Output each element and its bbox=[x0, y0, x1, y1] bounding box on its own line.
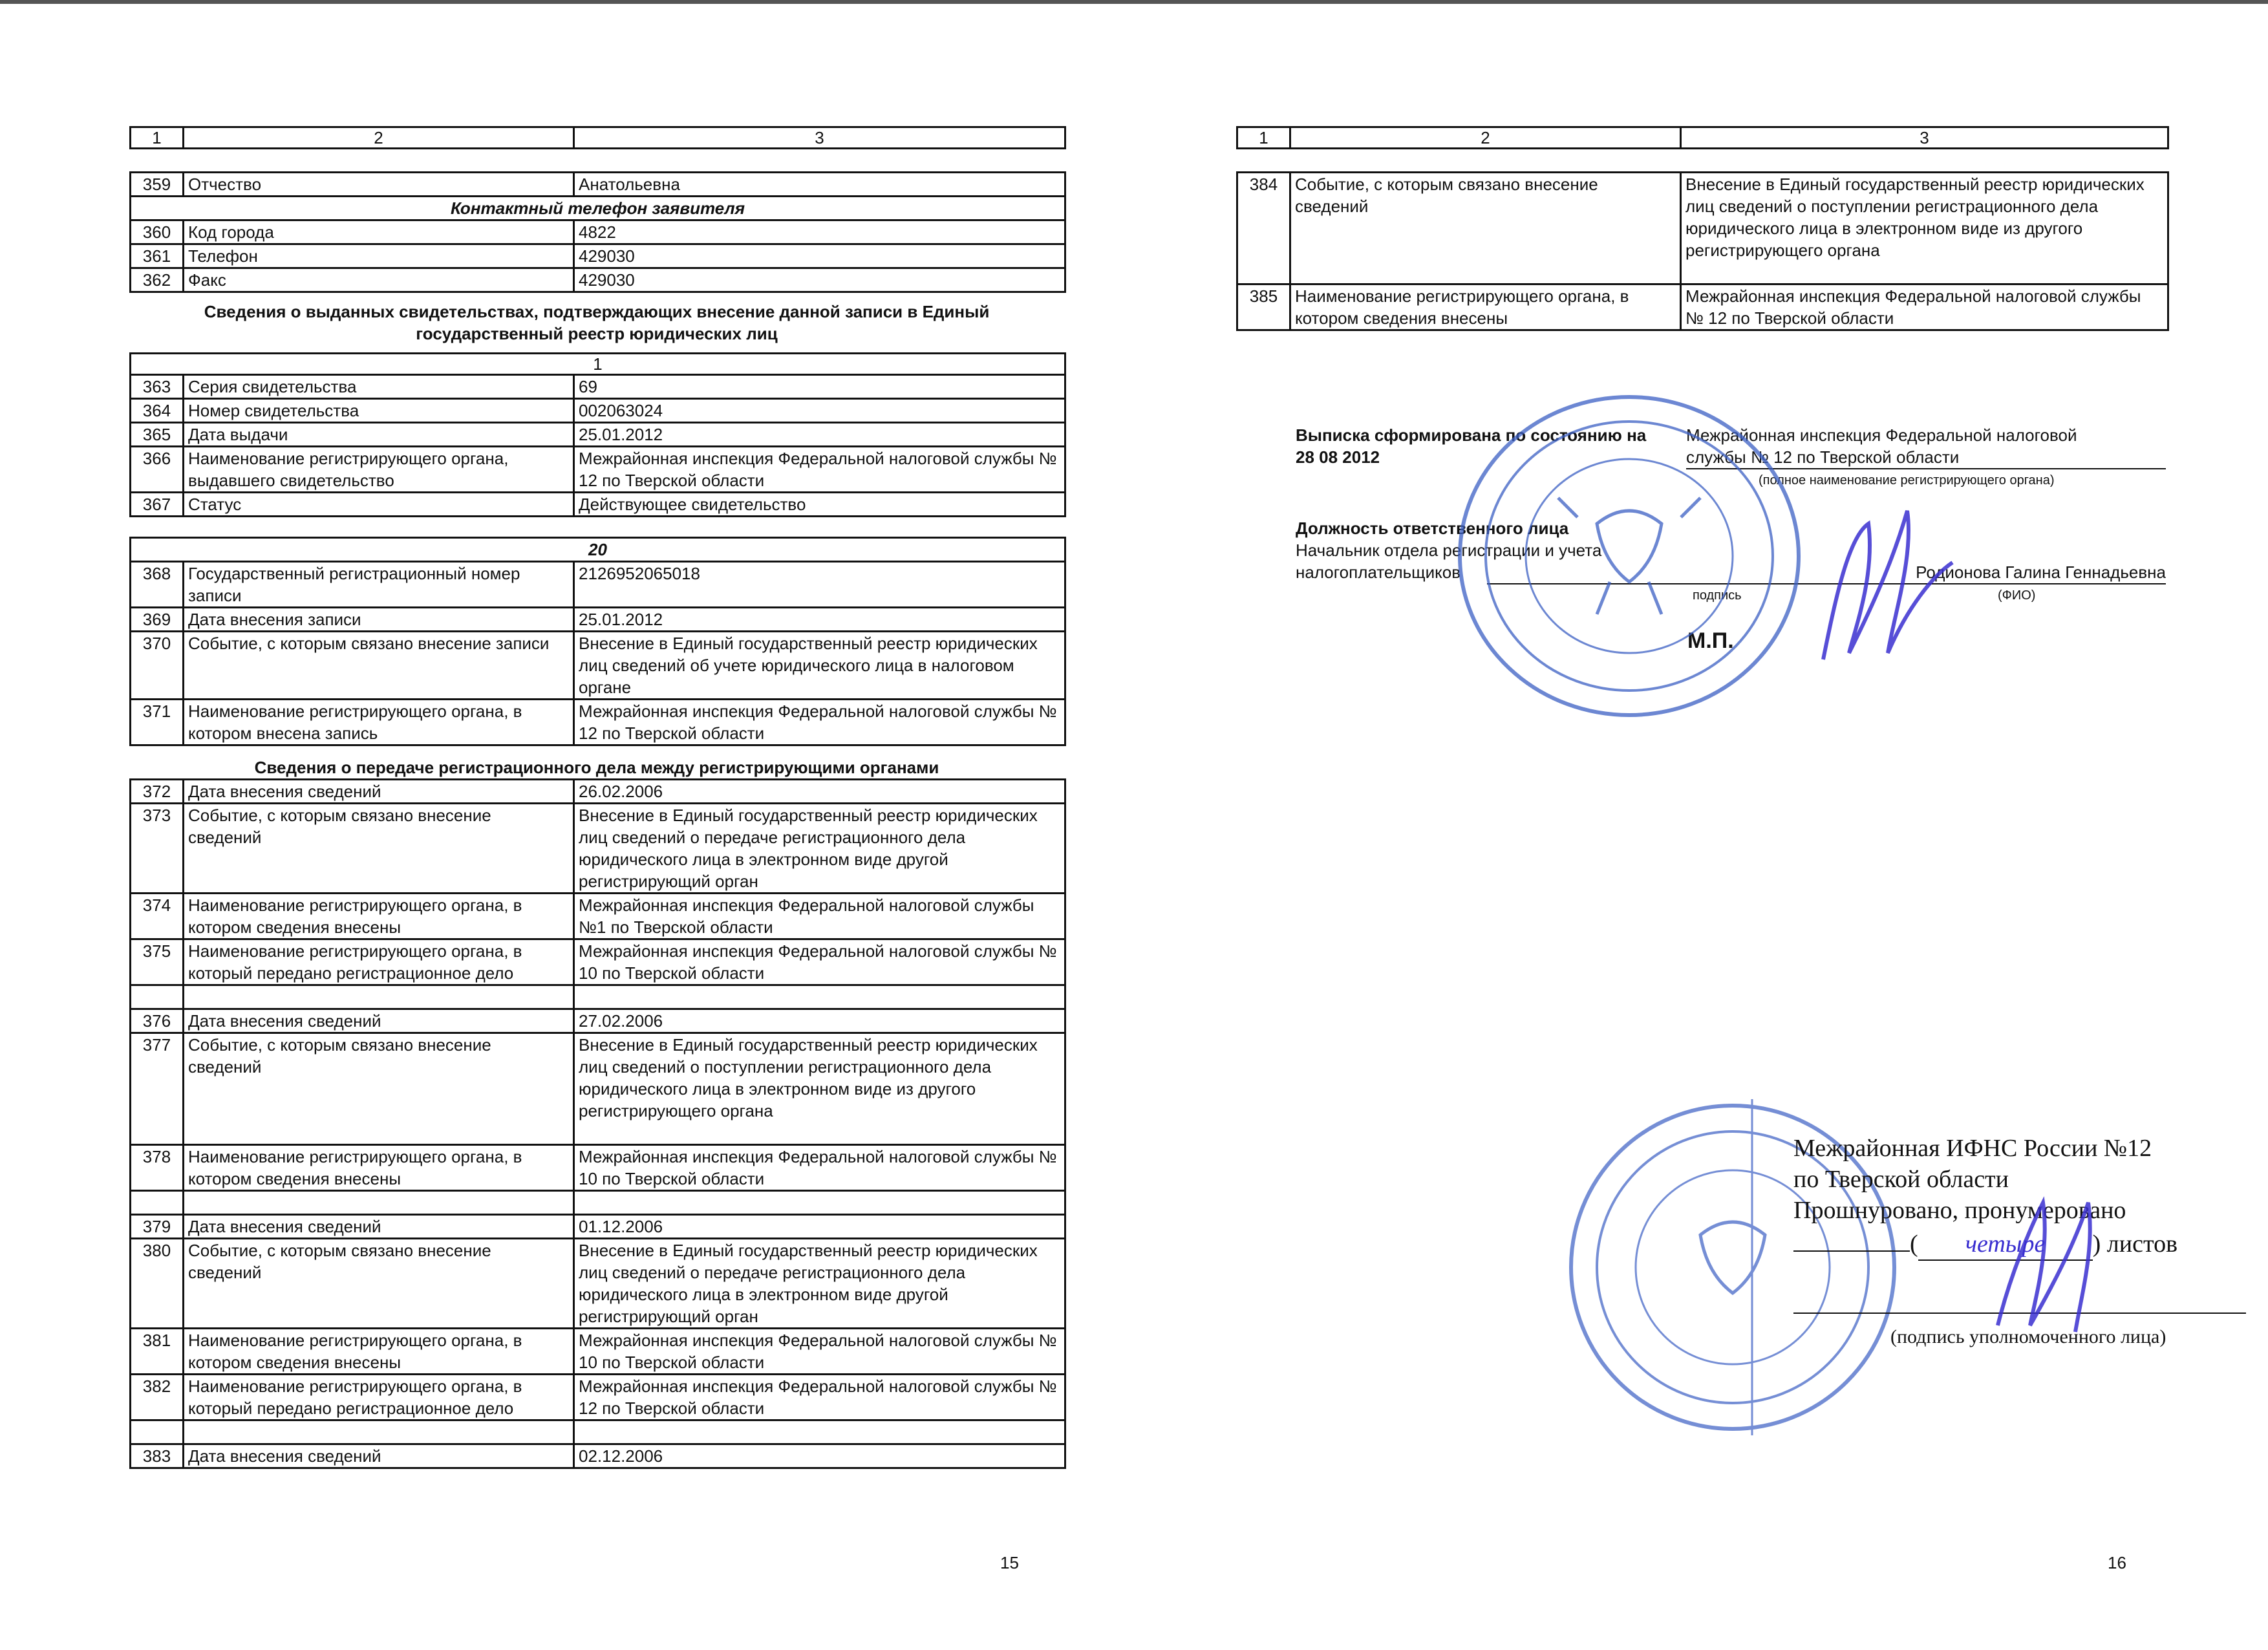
table-row bbox=[131, 562, 1065, 608]
table-row bbox=[131, 632, 1065, 700]
row-value: 69 bbox=[574, 375, 1065, 399]
row-label: Наименование регистрирующего органа, в котором внесена запись bbox=[184, 700, 574, 745]
row-value: Внесение в Единый государственный реестр юридических лиц сведений о поступлении регистрационного дела юридического лица в электронном виде из другого регистрирующего органа bbox=[574, 1033, 1065, 1145]
row-value: Межрайонная инспекция Федеральной налоговой службы № 10 по Тверской области bbox=[574, 1329, 1065, 1375]
position-line: налогоплательщиков bbox=[1296, 562, 1461, 582]
position-line: Начальник отдела регистрации и учета bbox=[1296, 541, 1602, 560]
certificates-caption bbox=[129, 301, 1064, 345]
row-value: Межрайонная инспекция Федеральной налоговой службы № 10 по Тверской области bbox=[574, 1145, 1065, 1191]
col-header-1: 1 bbox=[1237, 127, 1290, 149]
row-label: Отчество bbox=[184, 173, 574, 197]
row-label: Наименование регистрирующего органа, в который передано регистрационное дело bbox=[184, 939, 574, 985]
row-number: 382 bbox=[131, 1375, 184, 1420]
row-label: Наименование регистрирующего органа, в который передано регистрационное дело bbox=[184, 1375, 574, 1420]
row-value: Анатольевна bbox=[574, 173, 1065, 197]
row-value: 01.12.2006 bbox=[574, 1215, 1065, 1239]
row-value: 429030 bbox=[574, 244, 1065, 268]
row-label: Наименование регистрирующего органа, в котором сведения внесены bbox=[1290, 284, 1681, 330]
row-value: Действующее свидетельство bbox=[574, 493, 1065, 517]
row-number: 376 bbox=[131, 1009, 184, 1033]
row-value: Межрайонная инспекция Федеральной налоговой службы № 12 по Тверской области bbox=[1681, 284, 2168, 330]
row-number: 365 bbox=[131, 423, 184, 447]
row-label: Событие, с которым связано внесение записи bbox=[184, 632, 574, 700]
row-value: Межрайонная инспекция Федеральной налоговой службы №1 по Тверской области bbox=[574, 894, 1065, 939]
row-number: 362 bbox=[131, 268, 184, 292]
fio-caption: (ФИО) bbox=[1998, 588, 2036, 603]
table-row bbox=[131, 220, 1065, 244]
page-number-left: 15 bbox=[1000, 1553, 1019, 1572]
row-number: 379 bbox=[131, 1215, 184, 1239]
certificate-table bbox=[129, 352, 1066, 517]
binding-line: Прошнуровано, пронумеровано bbox=[1793, 1197, 2126, 1224]
table-row bbox=[131, 423, 1065, 447]
row-label: Событие, с которым связано внесение сведений bbox=[1290, 173, 1681, 284]
row-number: 385 bbox=[1237, 284, 1290, 330]
row-label: Наименование регистрирующего органа, в котором сведения внесены bbox=[184, 1145, 574, 1191]
sheets-label: ) листов bbox=[2092, 1230, 2178, 1258]
table-row bbox=[131, 1239, 1065, 1329]
table-row bbox=[131, 173, 1065, 197]
page-16 bbox=[1236, 126, 2167, 331]
row-value: 26.02.2006 bbox=[574, 780, 1065, 804]
row-label: Событие, с которым связано внесение сведений bbox=[184, 1239, 574, 1329]
row-label: Дата внесения сведений bbox=[184, 1009, 574, 1033]
row-number: 361 bbox=[131, 244, 184, 268]
row-number: 377 bbox=[131, 1033, 184, 1145]
page-15 bbox=[129, 126, 1064, 1469]
section-title: Контактный телефон заявителя bbox=[131, 197, 1065, 220]
caption-line: Сведения о выданных свидетельствах, подтверждающих внесение данной записи в Единый bbox=[204, 302, 990, 321]
table-row bbox=[131, 700, 1065, 745]
org-caption: (полное наименование регистрирующего органа) bbox=[1759, 473, 2055, 488]
row-value: Межрайонная инспекция Федеральной налоговой службы № 12 по Тверской области bbox=[574, 700, 1065, 745]
row-label: Событие, с которым связано внесение сведений bbox=[184, 1033, 574, 1145]
row-number: 366 bbox=[131, 447, 184, 493]
table-row bbox=[131, 1215, 1065, 1239]
person-name: Родионова Галина Геннадьевна bbox=[1888, 561, 2166, 584]
table-row bbox=[131, 447, 1065, 493]
row-label: Событие, с которым связано внесение сведений bbox=[184, 804, 574, 894]
seal-place-label: М.П. bbox=[1687, 628, 1734, 653]
table-row bbox=[1237, 173, 2168, 284]
row-label: Код города bbox=[184, 220, 574, 244]
row-value: Межрайонная инспекция Федеральной налоговой службы № 12 по Тверской области bbox=[574, 1375, 1065, 1420]
row-label: Статус bbox=[184, 493, 574, 517]
org-line: службы № 12 по Тверской области bbox=[1686, 447, 1960, 467]
official-stamp-seal bbox=[1448, 388, 1810, 724]
position-title: Должность ответственного лица bbox=[1296, 519, 1569, 538]
row-value: 429030 bbox=[574, 268, 1065, 292]
table-row bbox=[131, 268, 1065, 292]
row-label: Наименование регистрирующего органа, выдавшего свидетельство bbox=[184, 447, 574, 493]
applicant-table bbox=[129, 171, 1066, 293]
row-number: 383 bbox=[131, 1444, 184, 1468]
row-label: Факс bbox=[184, 268, 574, 292]
record-table bbox=[129, 537, 1066, 746]
caption-line: государственный реестр юридических лиц bbox=[416, 324, 778, 343]
page-number-right: 16 bbox=[2108, 1553, 2126, 1572]
column-header-table-right bbox=[1236, 126, 2169, 149]
spacer-row bbox=[131, 985, 1065, 1009]
row-number: 378 bbox=[131, 1145, 184, 1191]
transfer-table bbox=[129, 778, 1066, 1469]
row-label: Дата выдачи bbox=[184, 423, 574, 447]
table-row bbox=[131, 244, 1065, 268]
row-label: Дата внесения записи bbox=[184, 608, 574, 632]
table-row bbox=[131, 399, 1065, 423]
column-header-table bbox=[129, 126, 1066, 149]
row-label: Наименование регистрирующего органа, в котором сведения внесены bbox=[184, 1329, 574, 1375]
row-value: Межрайонная инспекция Федеральной налоговой службы № 10 по Тверской области bbox=[574, 939, 1065, 985]
table-row bbox=[131, 1329, 1065, 1375]
table-row bbox=[131, 804, 1065, 894]
row-label: Телефон bbox=[184, 244, 574, 268]
row-value: 002063024 bbox=[574, 399, 1065, 423]
spacer-row bbox=[131, 1420, 1065, 1444]
row-number: 359 bbox=[131, 173, 184, 197]
row-label: Государственный регистрационный номер записи bbox=[184, 562, 574, 608]
scan-edge bbox=[0, 0, 2268, 4]
extract-date: 28 08 2012 bbox=[1296, 447, 1380, 467]
table-row bbox=[131, 1375, 1065, 1420]
row-label: Дата внесения сведений bbox=[184, 1444, 574, 1468]
row-value: 02.12.2006 bbox=[574, 1444, 1065, 1468]
binding-signature bbox=[1978, 1177, 2127, 1345]
row-label: Серия свидетельства bbox=[184, 375, 574, 399]
binding-sheets: ( четыре ) листов bbox=[1793, 1228, 2246, 1261]
table-row bbox=[131, 608, 1065, 632]
row-number: 370 bbox=[131, 632, 184, 700]
row-number: 375 bbox=[131, 939, 184, 985]
col-header-2: 2 bbox=[184, 127, 574, 149]
row-value: 2126952065018 bbox=[574, 562, 1065, 608]
continuation-table bbox=[1236, 171, 2169, 331]
spacer-row bbox=[131, 1191, 1065, 1215]
row-label: Дата внесения сведений bbox=[184, 1215, 574, 1239]
row-number: 373 bbox=[131, 804, 184, 894]
row-number: 380 bbox=[131, 1239, 184, 1329]
sign-caption: подпись bbox=[1693, 588, 1742, 603]
col-header-3: 3 bbox=[1681, 127, 2168, 149]
row-number: 372 bbox=[131, 780, 184, 804]
table-row bbox=[131, 780, 1065, 804]
label-line: Выписка сформирована по состоянию на bbox=[1296, 425, 1647, 445]
row-value: Внесение в Единый государственный реестр юридических лиц сведений о поступлении регистрационного дела юридического лица в электронном виде из другого регистрирующего органа bbox=[1681, 173, 2168, 284]
row-value: 27.02.2006 bbox=[574, 1009, 1065, 1033]
binding-caption: (подпись уполномоченного лица) bbox=[1890, 1326, 2166, 1347]
row-value: Внесение в Единый государственный реестр юридических лиц сведений о передаче регистрационного дела юридического лица в электронном виде другой регистрирующий орган bbox=[574, 1239, 1065, 1329]
table-row bbox=[131, 939, 1065, 985]
transfer-caption: Сведения о передаче регистрационного дела между регистрирующими органами bbox=[254, 758, 939, 777]
table-row bbox=[131, 1033, 1065, 1145]
row-number: 369 bbox=[131, 608, 184, 632]
row-number: 374 bbox=[131, 894, 184, 939]
col-header-1: 1 bbox=[131, 127, 184, 149]
table-row bbox=[131, 1444, 1065, 1468]
table-row bbox=[131, 894, 1065, 939]
sheet-count: четыре bbox=[1918, 1228, 2093, 1261]
binding-line: по Тверской области bbox=[1793, 1166, 2009, 1193]
row-number: 367 bbox=[131, 493, 184, 517]
table-row bbox=[131, 375, 1065, 399]
table-row bbox=[131, 493, 1065, 517]
row-number: 371 bbox=[131, 700, 184, 745]
row-number: 384 bbox=[1237, 173, 1290, 284]
row-value: 4822 bbox=[574, 220, 1065, 244]
record-number: 20 bbox=[131, 538, 1065, 562]
table-row bbox=[131, 1145, 1065, 1191]
row-number: 364 bbox=[131, 399, 184, 423]
row-value: Внесение в Единый государственный реестр юридических лиц сведений об учете юридического лица в налоговом органе bbox=[574, 632, 1065, 700]
org-line: Межрайонная инспекция Федеральной налоговой bbox=[1686, 425, 2077, 445]
col-header-3: 3 bbox=[574, 127, 1065, 149]
row-value: Межрайонная инспекция Федеральной налоговой службы № 12 по Тверской области bbox=[574, 447, 1065, 493]
signature-scribble bbox=[1797, 498, 1965, 679]
row-value: Внесение в Единый государственный реестр юридических лиц сведений о передаче регистрационного дела юридического лица в электронном виде другой регистрирующий орган bbox=[574, 804, 1065, 894]
table-row bbox=[131, 1009, 1065, 1033]
table-row bbox=[1237, 284, 2168, 330]
row-label: Наименование регистрирующего органа, в котором сведения внесены bbox=[184, 894, 574, 939]
row-number: 363 bbox=[131, 375, 184, 399]
row-number: 381 bbox=[131, 1329, 184, 1375]
col-header-2: 2 bbox=[1290, 127, 1681, 149]
row-value: 25.01.2012 bbox=[574, 608, 1065, 632]
binding-line: Межрайонная ИФНС России №12 bbox=[1793, 1135, 2152, 1162]
row-label: Номер свидетельства bbox=[184, 399, 574, 423]
row-value: 25.01.2012 bbox=[574, 423, 1065, 447]
row-label: Дата внесения сведений bbox=[184, 780, 574, 804]
certificate-number: 1 bbox=[131, 354, 1065, 375]
row-number: 360 bbox=[131, 220, 184, 244]
row-number: 368 bbox=[131, 562, 184, 608]
